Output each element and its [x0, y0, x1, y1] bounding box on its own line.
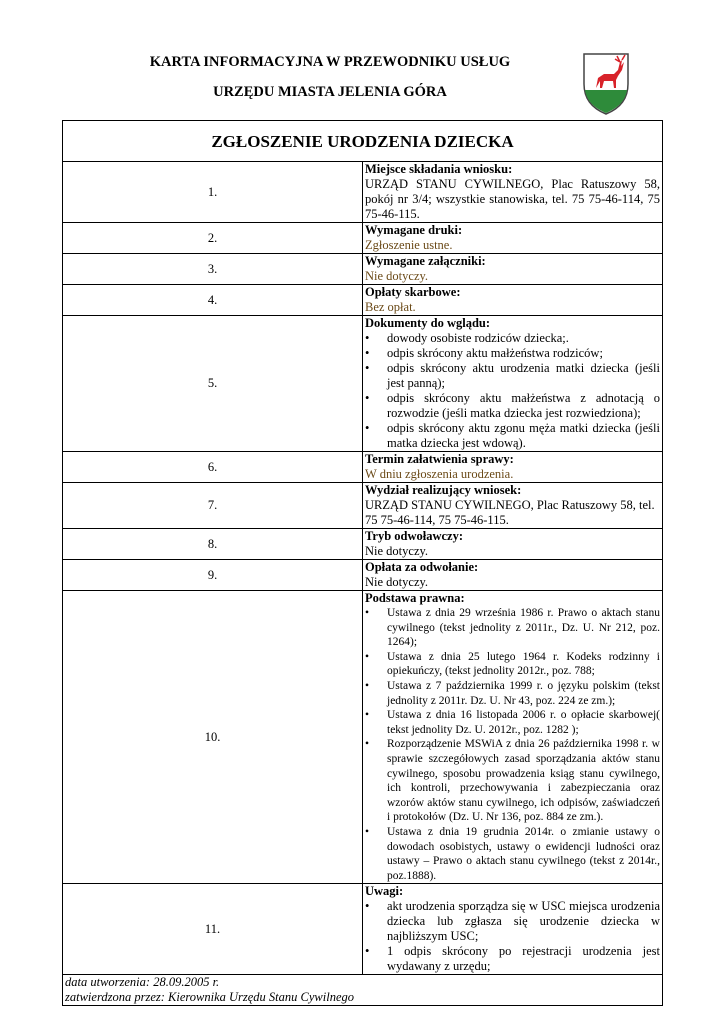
- row-number: 2.: [63, 223, 363, 254]
- table-row: [63, 560, 663, 591]
- list-item: • Ustawa z dnia 19 grudnia 2014r. o zmianie ustawy o dowodach osobistych, ustawy o ewidencji ludności oraz ustawy – Prawo o aktach stanu cywilnego (tekst z 2014r., poz.1888).: [365, 825, 660, 883]
- row-content: [363, 316, 663, 452]
- approved-by: zatwierdzona przez: Kierownika Urzędu Stanu Cywilnego: [65, 990, 355, 1005]
- row-text: URZĄD STANU CYWILNEGO, Plac Ratuszowy 58, pokój nr 3/4; wszystkie stanowiska, tel. 75 75-46-114, 75 75-46-115.: [365, 177, 660, 221]
- table-row: [63, 529, 663, 560]
- row-label: Wydział realizujący wniosek:: [365, 483, 522, 497]
- created-date: data utworzenia: 28.09.2005 r.: [65, 975, 220, 990]
- list-item: • dowody osobiste rodziców dziecka;.: [365, 331, 660, 346]
- row-content: [363, 285, 663, 316]
- row-label: Dokumenty do wglądu:: [365, 316, 491, 330]
- row-content: [363, 884, 663, 975]
- row-text: Nie dotyczy.: [365, 575, 429, 589]
- row-number: 4.: [63, 285, 363, 316]
- row-text: URZĄD STANU CYWILNEGO, Plac Ratuszowy 58, tel. 75 75-46-114, 75 75-46-115.: [365, 498, 655, 527]
- list-item: • Ustawa z dnia 25 lutego 1964 r. Kodeks rodzinny i opiekuńczy, (tekst jednolity 2012r., poz. 788;: [365, 650, 660, 679]
- list-item: • odpis skrócony aktu małżeństwa rodziców;: [365, 346, 660, 361]
- row-number: 5.: [63, 316, 363, 452]
- list-item: • Ustawa z dnia 16 listopada 2006 r. o opłacie skarbowej( tekst jednolity Dz. U. 2012r., poz. 1282 );: [365, 708, 660, 737]
- row-content: [363, 591, 663, 884]
- list-item: • Ustawa z 7 października 1999 r. o języku polskim (tekst jednolity z 2011r. Dz. U. Nr 43, poz. 224 ze zm.);: [365, 679, 660, 708]
- table-row: [63, 254, 663, 285]
- table-row: [63, 591, 663, 884]
- row-label: Miejsce składania wniosku:: [365, 162, 513, 176]
- documents-list: [365, 331, 660, 451]
- table-row: [63, 452, 663, 483]
- list-item: • Rozporządzenie MSWiA z dnia 26 października 1998 r. w sprawie szczegółowych zasad sporządzania aktów stanu cywilnego, sposobu prowadzenia ksiąg stanu cywilnego, ich kontroli, przechowywania i zabezpieczania oraz wzorów aktów stanu cywilnego, ich odpisów, zaświadczeń i protokołów (Dz. U. Nr 136, poz. 884 ze zm.).: [365, 737, 660, 825]
- list-item: • akt urodzenia sporządza się w USC miejsca urodzenia dziecka lub zgłasza się urodzenie dziecka w najbliższym USC;: [365, 899, 660, 944]
- table-row: [63, 884, 663, 975]
- footer-cell: [63, 975, 663, 1006]
- row-number: 3.: [63, 254, 363, 285]
- header-line-2: URZĘDU MIASTA JELENIA GÓRA: [213, 84, 447, 100]
- row-content: [363, 529, 663, 560]
- row-number: 10.: [63, 591, 363, 884]
- card-footer: [63, 975, 663, 1006]
- remarks-list: [365, 899, 660, 974]
- table-row: [63, 162, 663, 223]
- row-label: Wymagane druki:: [365, 223, 463, 237]
- row-number: 7.: [63, 483, 363, 529]
- table-row: [63, 483, 663, 529]
- row-number: 1.: [63, 162, 363, 223]
- row-content: [363, 452, 663, 483]
- table-row: [63, 223, 663, 254]
- table-row: [63, 285, 663, 316]
- row-content: [363, 483, 663, 529]
- card-title: ZGŁOSZENIE URODZENIA DZIECKA: [63, 121, 663, 162]
- row-text: W dniu zgłoszenia urodzenia.: [365, 467, 514, 481]
- row-text: Nie dotyczy.: [365, 269, 429, 283]
- row-content: [363, 254, 663, 285]
- row-content: [363, 223, 663, 254]
- row-text: Zgłoszenie ustne.: [365, 238, 453, 252]
- list-item: • 1 odpis skrócony po rejestracji urodzenia jest wydawany z urzędu;: [365, 944, 660, 974]
- row-number: 8.: [63, 529, 363, 560]
- list-item: • odpis skrócony aktu małżeństwa z adnotacją o rozwodzie (jeśli matka dziecka jest rozwiedziona);: [365, 391, 660, 421]
- row-number: 6.: [63, 452, 363, 483]
- row-content: [363, 560, 663, 591]
- row-label: Podstawa prawna:: [365, 591, 465, 605]
- coat-of-arms-icon: [580, 50, 632, 116]
- row-text: Bez opłat.: [365, 300, 416, 314]
- legal-basis-list: [365, 606, 660, 883]
- row-content: [363, 162, 663, 223]
- row-number: 9.: [63, 560, 363, 591]
- info-card-table: [62, 120, 663, 1006]
- list-item: • Ustawa z dnia 29 września 1986 r. Prawo o aktach stanu cywilnego (tekst jednolity z 2011r., Dz. U. Nr 212, poz. 1264);: [365, 606, 660, 650]
- list-item: • odpis skrócony aktu urodzenia matki dziecka (jeśli jest panną);: [365, 361, 660, 391]
- row-label: Tryb odwoławczy:: [365, 529, 464, 543]
- table-row: [63, 316, 663, 452]
- list-item: • odpis skrócony aktu zgonu męża matki dziecka (jeśli matka dziecka jest wdową).: [365, 421, 660, 451]
- row-text: Nie dotyczy.: [365, 544, 429, 558]
- row-label: Uwagi:: [365, 884, 404, 899]
- row-number: 11.: [63, 884, 363, 975]
- row-label: Termin załatwienia sprawy:: [365, 452, 514, 466]
- row-label: Opłata za odwołanie:: [365, 560, 479, 574]
- row-label: Wymagane załączniki:: [365, 254, 486, 268]
- header-line-1: KARTA INFORMACYJNA W PRZEWODNIKU USŁUG: [149, 54, 511, 70]
- row-label: Opłaty skarbowe:: [365, 285, 461, 299]
